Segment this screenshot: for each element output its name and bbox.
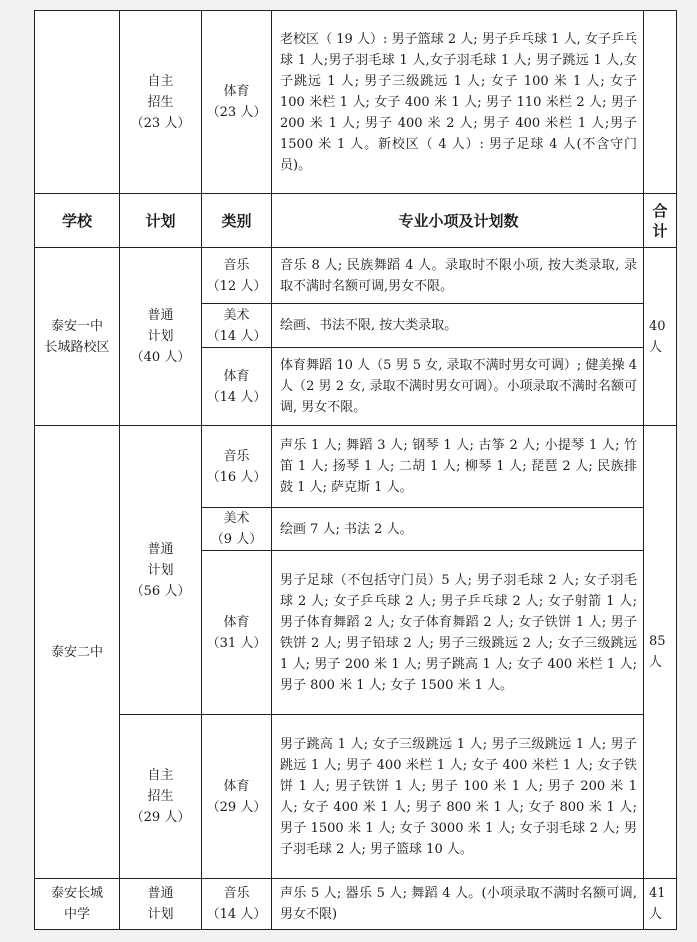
- total-cell: 85 人: [644, 426, 677, 879]
- header-detail: 专业小项及计划数: [272, 194, 644, 248]
- category-cell: 体育 （31 人）: [202, 551, 272, 715]
- table-row: [35, 715, 677, 879]
- detail-cell: 声乐 1 人; 舞蹈 3 人; 钢琴 1 人; 古筝 2 人; 小提琴 1 人; 竹笛 1 人; 扬琴 1 人; 二胡 1 人; 柳琴 1 人; 琵琶 2 人; 民族排鼓 1 人; 萨克斯 1 人。: [272, 426, 644, 508]
- table-row: [35, 248, 677, 304]
- detail-cell: 体育舞蹈 10 人（5 男 5 女, 录取不满时男女可调）; 健美操 4 人（2 男 2 女, 录取不满时男女可调）。小项录取不满时名额可调, 男女不限。: [272, 348, 644, 426]
- category-cell: 音乐 （14 人）: [202, 879, 272, 930]
- detail-cell: 绘画 7 人; 书法 2 人。: [272, 508, 644, 551]
- header-total: 合 计: [644, 194, 677, 248]
- school-cell: 泰安长城 中学: [35, 879, 120, 930]
- detail-cell: 绘画、书法不限, 按大类录取。: [272, 304, 644, 348]
- table-header-row: [35, 194, 677, 248]
- plan-cell: 普通 计划: [120, 879, 202, 930]
- detail-cell: 男子足球（不包括守门员）5 人; 男子羽毛球 2 人; 女子羽毛球 2 人; 女子乒乓球 2 人; 男子乒乓球 2 人; 女子射箭 1 人; 男子体育舞蹈 2 人; 女子体育舞蹈 2 人; 女子铁饼 1 人; 男子铁饼 2 人; 男子铅球 2 人; 男子三级跳远 2 人; 女子三级跳远 1 人; 男子 200 米 1 人; 男子跳高 1 人; 女子 400 米栏 1 人; 男子 800 米 1 人; 女子 1500 米 1 人。: [272, 551, 644, 715]
- enrollment-plan-table: [34, 10, 677, 930]
- plan-cell: 普通 计划 （40 人）: [120, 248, 202, 426]
- school-cell: 泰安二中: [35, 426, 120, 879]
- total-cell-empty: [644, 11, 677, 194]
- category-cell: 美术 （14 人）: [202, 304, 272, 348]
- category-cell: 体育 （29 人）: [202, 715, 272, 879]
- table-row: [35, 879, 677, 930]
- category-cell: 音乐 （12 人）: [202, 248, 272, 304]
- school-cell: 泰安一中 长城路校区: [35, 248, 120, 426]
- total-cell: 41 人: [644, 879, 677, 930]
- table-row: [35, 426, 677, 508]
- plan-cell: 普通 计划 （56 人）: [120, 426, 202, 715]
- category-cell: 音乐 （16 人）: [202, 426, 272, 508]
- header-plan: 计划: [120, 194, 202, 248]
- detail-cell: 男子跳高 1 人; 女子三级跳远 1 人; 男子三级跳远 1 人; 男子跳远 1 人; 男子 400 米栏 1 人; 女子 400 米栏 1 人; 女子铁饼 1 人; 男子铁饼 1 人; 男子 100 米 1 人; 男子 200 米 1 人; 女子 400 米 1 人; 男子 800 米 1 人; 女子 800 米 1 人; 男子 1500 米 1 人; 女子 3000 米 1 人; 女子羽毛球 2 人; 男子羽毛球 2 人; 男子篮球 10 人。: [272, 715, 644, 879]
- detail-cell: 老校区（ 19 人）: 男子篮球 2 人; 男子乒乓球 1 人, 女子乒乓球 1 人;男子羽毛球 1 人,女子羽毛球 1 人; 男子跳远 1 人,女子跳远 1 人; 男子三级跳远 1 人; 女子 100 米 1 人; 女子 100 米栏 1 人; 女子 400 米 1 人; 男子 110 米栏 2 人; 男子 200 米 1 人; 男子 400 米 2 人; 男子 400 米栏 1 人;男子 1500 米 1 人。新校区（ 4 人）: 男子足球 4 人(不含守门员)。: [272, 11, 644, 194]
- category-cell: 体育 （23 人）: [202, 11, 272, 194]
- table-row: [35, 11, 677, 194]
- total-cell: 40 人: [644, 248, 677, 426]
- school-cell-empty: [35, 11, 120, 194]
- category-cell: 美术 （9 人）: [202, 508, 272, 551]
- plan-cell: 自主 招生 （23 人）: [120, 11, 202, 194]
- detail-cell: 声乐 5 人; 器乐 5 人; 舞蹈 4 人。(小项录取不满时名额可调, 男女不限): [272, 879, 644, 930]
- header-category: 类别: [202, 194, 272, 248]
- detail-cell: 音乐 8 人; 民族舞蹈 4 人。录取时不限小项, 按大类录取, 录取不满时名额可调,男女不限。: [272, 248, 644, 304]
- plan-cell: 自主 招生 （29 人）: [120, 715, 202, 879]
- header-school: 学校: [35, 194, 120, 248]
- category-cell: 体育 （14 人）: [202, 348, 272, 426]
